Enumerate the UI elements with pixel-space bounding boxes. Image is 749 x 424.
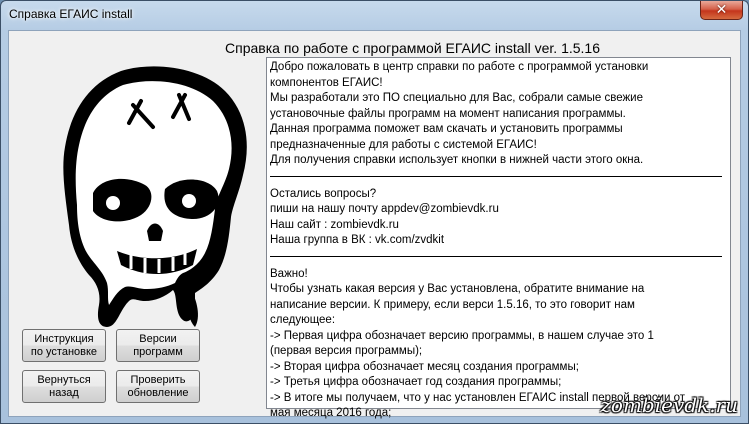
help-text-box[interactable]	[266, 57, 731, 419]
intro-line: Данная программа поможет вам скачать и установить программы	[270, 123, 623, 135]
intro-line: компонентов ЕГАИС!	[270, 76, 383, 89]
check-update-button[interactable]: Проверить обновление	[116, 370, 200, 403]
intro-line: Для получения справки использует кнопки в нижней части этого окна.	[270, 154, 644, 166]
title-bar[interactable]	[1, 1, 748, 29]
client-area	[8, 30, 741, 417]
important-line: Чтобы узнать какая версия у Вас установлена, обратите внимание на	[270, 283, 645, 295]
zombie-skull-logo	[61, 65, 251, 335]
important-line: (первая версия программы);	[270, 345, 423, 357]
important-line: написание версии. К примеру, если верси 1.5.16, то это говорит нам	[270, 298, 635, 311]
contacts-line: Наша группа в ВК : vk.com/zvdkit	[270, 234, 445, 246]
intro-line: Добро пожаловать в центр справки по работе с программой установки	[270, 61, 649, 73]
intro-block	[270, 60, 730, 169]
contacts-line: Наш сайт : zombievdk.ru	[270, 218, 399, 231]
important-line: мая месяца 2016 года;	[270, 407, 392, 419]
important-line: -> Вторая цифра обозначает месяц создания программы;	[270, 360, 579, 373]
instructions-button[interactable]: Инструкция по установке	[22, 329, 106, 362]
watermark: zombievdk.ru	[600, 393, 738, 417]
back-button[interactable]: Вернуться назад	[22, 370, 106, 403]
close-button[interactable]: ✕	[700, 1, 743, 20]
versions-button[interactable]: Версии программ	[116, 329, 200, 362]
divider	[270, 176, 722, 177]
important-line: -> В итоге мы получаем, что у нас установлен ЕГАИС install первой версии от	[270, 391, 686, 404]
contacts-block	[270, 187, 730, 249]
important-line: -> Третья цифра обозначает год создания программы;	[270, 376, 562, 388]
contacts-line: пиши на нашу почту appdev@zombievdk.ru	[270, 203, 499, 215]
intro-line: установочные файлы программ на момент написания программы.	[270, 107, 626, 120]
important-line: следующее:	[270, 314, 336, 326]
window-title: Справка ЕГАИС install	[9, 7, 133, 21]
contacts-line: Остались вопросы?	[270, 187, 377, 200]
intro-line: Мы разработали это ПО специально для Вас, собрали самые свежие	[270, 92, 643, 104]
page-title: Справка по работе с программой ЕГАИС install ver. 1.5.16	[225, 40, 600, 56]
important-line: Важно!	[270, 267, 308, 280]
divider	[270, 256, 722, 257]
important-line: -> Первая цифра обозначает версию программы, в нашем случае это 1	[270, 329, 654, 342]
intro-line: предназначенные для работы с системой ЕГАИС!	[270, 138, 537, 151]
